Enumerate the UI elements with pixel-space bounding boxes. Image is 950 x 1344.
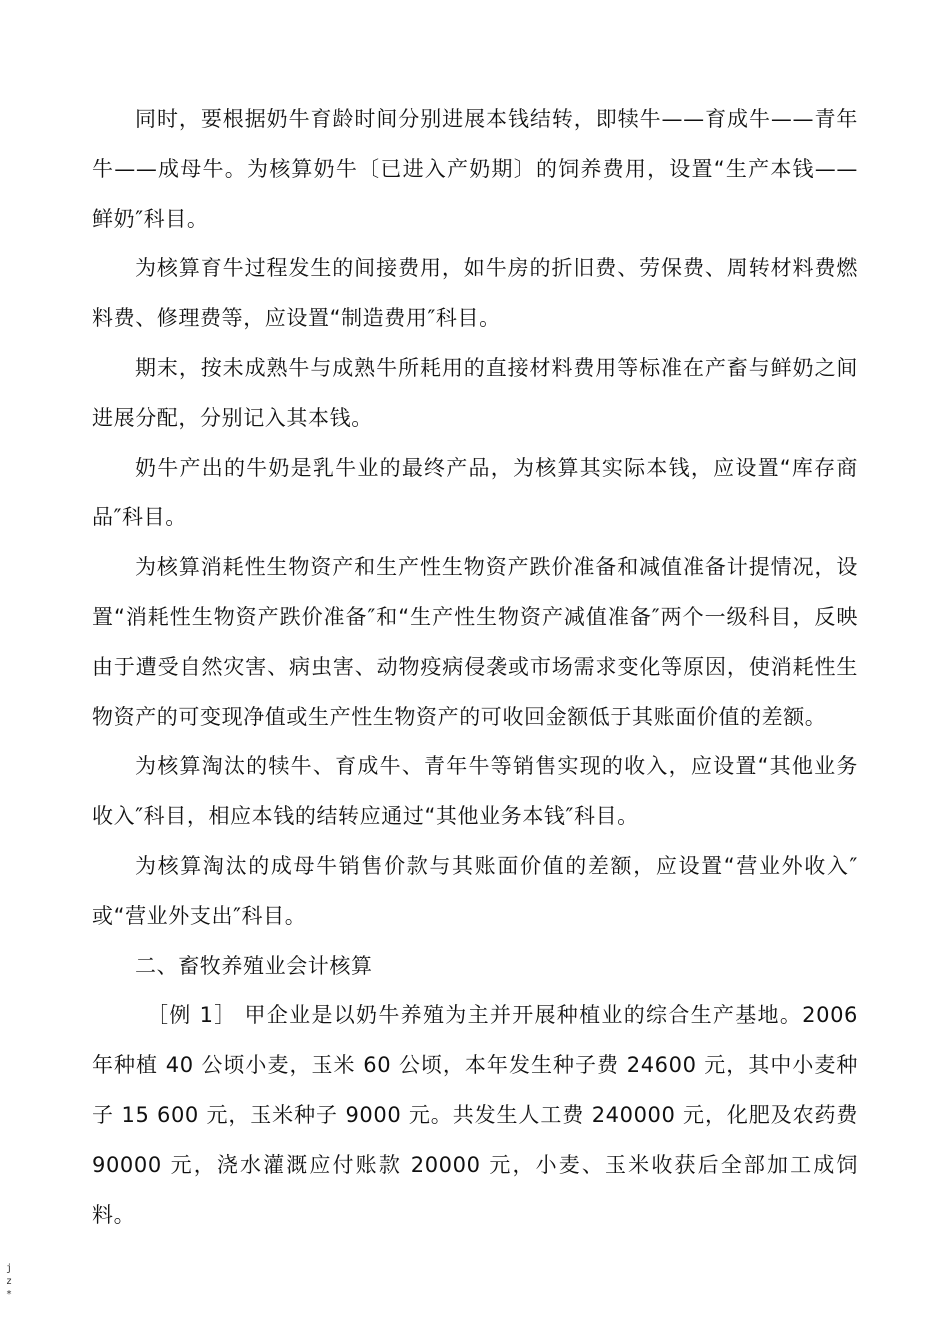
paragraph-other-income: 为核算淘汰的犊牛、育成牛、青年牛等销售实现的收入，应设置“其他业务收入″科目，相应本钱的结转应通过“其他业务本钱″科目。 [92, 754, 858, 829]
example-1-paragraph: ［例 1］ 甲企业是以奶牛养殖为主并开展种植业的综合生产基地。2006 年种植 40 公顷小麦，玉米 60 公顷，本年发生种子费 24600 元，其中小麦种子 15 600 元，玉米种子 9000 元。共发生人工费 240000 元，化肥及农药费 90000 元，浇水灌溉应付账款 20000 元，小麦、玉米收获后全部加工成饲料。 [92, 1003, 858, 1227]
paragraph-indirect-costs: 为核算育牛过程发生的间接费用，如牛房的折旧费、劳保费、周转材料费燃料费、修理费等，应设置“制造费用″科目。 [92, 256, 858, 331]
document-body [92, 95, 858, 1240]
paragraph-milk-inventory: 奶牛产出的牛奶是乳牛业的最终产品，为核算其实际本钱，应设置“库存商品″科目。 [92, 455, 858, 530]
paragraph-period-end-allocation: 期末，按未成熟牛与成熟牛所耗用的直接材料费用等标准在产畜与鲜奶之间进展分配，分别记入其本钱。 [92, 355, 858, 430]
paragraph-impairment-reserves: 为核算消耗性生物资产和生产性生物资产跌价准备和减值准备计提情况，设置“消耗性生物资产跌价准备″和“生产性生物资产减值准备″两个一级科目，反映由于遭受自然灾害、病虫害、动物疫病侵袭或市场需求变化等原因，使消耗性生物资产的可变现净值或生产性生物资产的可收回金额低于其账面价值的差额。 [92, 555, 858, 729]
paragraph-calf-transfer: 同时，要根据奶牛育龄时间分别进展本钱结转，即犊牛——育成牛——青年牛——成母牛。为核算奶牛〔已进入产奶期〕的饲养费用，设置“生产本钱——鲜奶″科目。 [92, 107, 858, 231]
paragraph-non-operating: 为核算淘汰的成母牛销售价款与其账面价值的差额，应设置“营业外收入″或“营业外支出″科目。 [92, 853, 858, 928]
margin-mark: j z * [5, 1263, 13, 1300]
section-heading: 二、畜牧养殖业会计核算 [135, 953, 373, 978]
